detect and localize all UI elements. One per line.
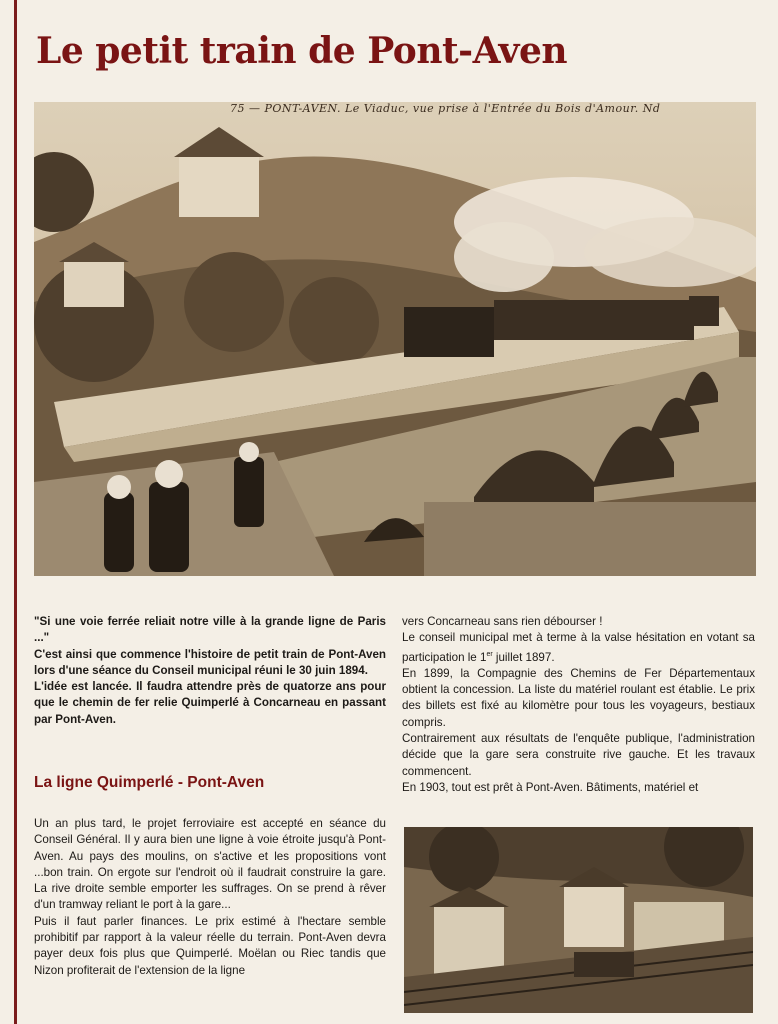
body-right-paragraph-1: vers Concarneau sans rien débourser !	[402, 615, 603, 628]
intro-paragraph-3: L'idée est lancée. Il faudra attendre près de quatorze ans pour que le chemin de fer relie Quimperlé à Concarneau en passant par Pont-Aven.	[34, 680, 386, 726]
intro-paragraphs	[34, 614, 386, 728]
body-right-column	[402, 614, 755, 796]
body-left-paragraph-2: Puis il faut parler finances. Le prix estimé à l'hectare semble prohibitif par rapport à la valeur réelle du terrain. Pont-Aven devra payer deux fois plus que Quimperlé. Moëlan ou Riec tandis que Nizon profiterait de l'extension de la ligne	[34, 914, 386, 977]
body-right-paragraph-4: Contrairement aux résultats de l'enquête publique, l'administration décide que la gare sera construite rive gauche. Et les travaux commencent.	[402, 731, 755, 778]
page-title: Le petit train de Pont-Aven	[36, 30, 568, 72]
left-margin-rule	[14, 0, 17, 1024]
body-right-p2-before: Le conseil municipal met à terme à la valse hésitation en votant sa participation le 1	[402, 631, 755, 664]
body-right-paragraph-3: En 1899, la Compagnie des Chemins de Fer Départementaux obtient la concession. La liste du matériel roulant est établie. Le prix des billets est fixé au kilomètre pour tous les voyageurs, bestiaux compris.	[402, 666, 755, 729]
body-left-paragraph-1: Un an plus tard, le projet ferroviaire est accepté en séance du Conseil Général. Il y aura bien une ligne à voie étroite jusqu'à Pont-Aven. Au pays des moulins, on s'active et les propositions vont ...bon train. On ergote sur l'endroit où il faudrait construire la gare. La rive droite semble emporter les suffrages. On se prend à rêver d'un tramway reliant le port à la gare...	[34, 817, 386, 912]
body-right-paragraph-2	[402, 630, 755, 665]
ordinal-superscript: er	[486, 650, 493, 658]
intro-paragraph-2: C'est ainsi que commence l'histoire de petit train de Pont-Aven lors d'une séance du Conseil municipal réuni le 30 juin 1894.	[34, 647, 386, 677]
photo-caption: 75 — PONT-AVEN. Le Viaduc, vue prise à l'Entrée du Bois d'Amour. Nd	[230, 102, 661, 115]
intro-quote: "Si une voie ferrée reliait notre ville à la grande ligne de Paris ..."	[34, 615, 386, 645]
body-right-p2-after: juillet 1897.	[492, 650, 555, 664]
body-right-paragraph-5: En 1903, tout est prêt à Pont-Aven. Bâtiments, matériel et	[402, 780, 699, 794]
viaduct-photo	[34, 102, 756, 576]
section-heading: La ligne Quimperlé - Pont-Aven	[34, 774, 265, 791]
body-left-column	[34, 816, 386, 979]
station-photo	[404, 827, 753, 1013]
